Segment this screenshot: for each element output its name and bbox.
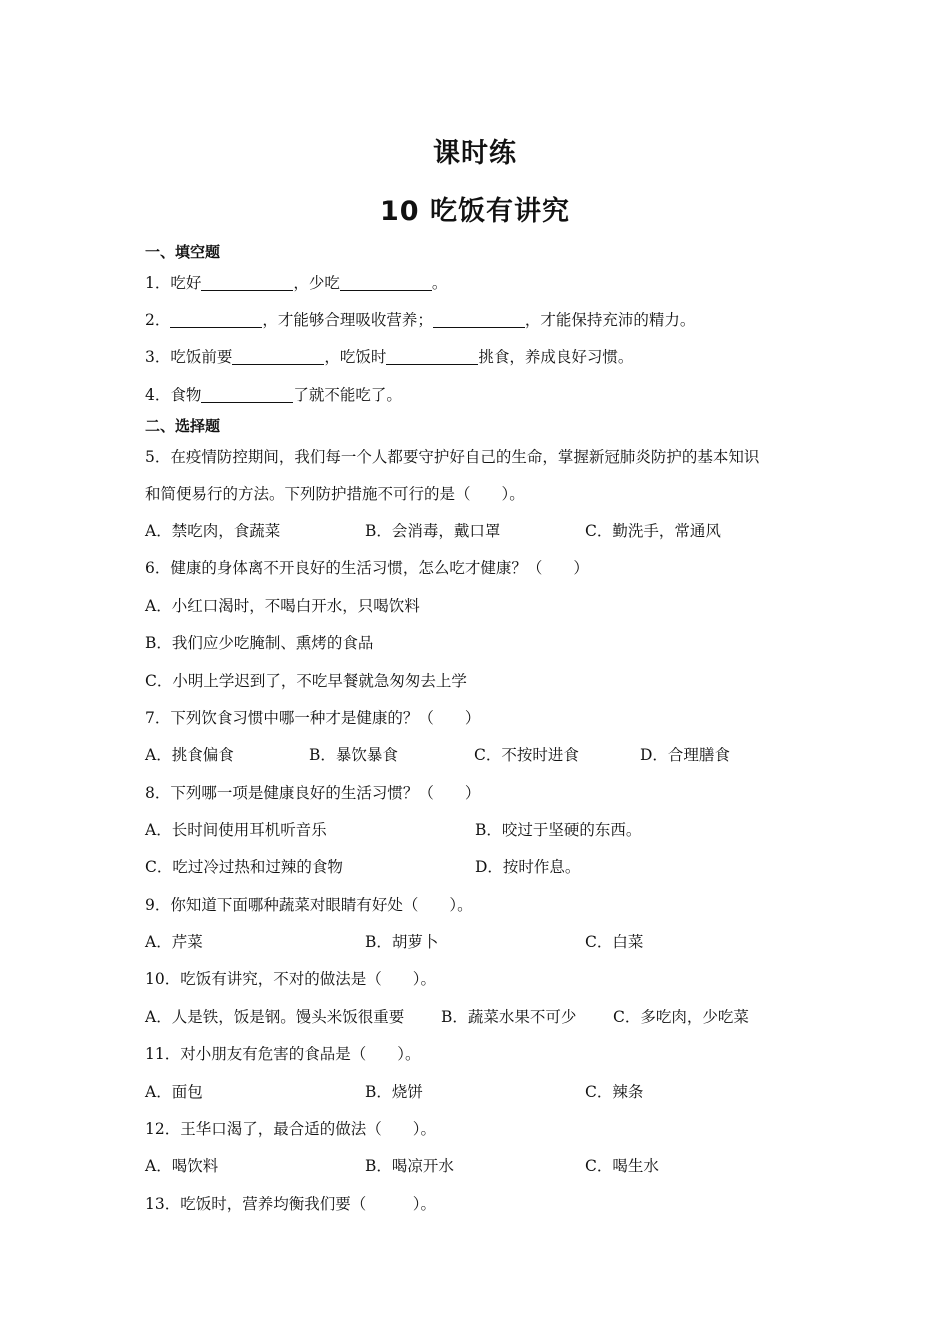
answer-blank[interactable] [340, 274, 432, 291]
answer-blank[interactable] [433, 311, 525, 328]
question-10-option-a[interactable]: A．人是铁，饭是钢。馒头米饭很重要 [145, 1008, 405, 1026]
question-5-option-b[interactable]: B．会消毒，戴口罩 [365, 522, 501, 540]
question-11-option-a[interactable]: A．面包 [145, 1083, 203, 1101]
section-heading-fill-blank: 一、填空题 [145, 243, 221, 261]
question-5-option-c[interactable]: C．勤洗手，常通风 [585, 522, 721, 540]
question-9-option-a[interactable]: A．芹菜 [145, 933, 203, 951]
question-text: 。 [431, 274, 448, 292]
question-12-option-a[interactable]: A．喝饮料 [145, 1157, 219, 1175]
question-4 [145, 385, 402, 405]
question-text: ，才能保持充沛的精力。 [524, 311, 696, 329]
question-text: 了就不能吃了。 [293, 386, 402, 404]
question-9-option-c[interactable]: C．白菜 [585, 933, 644, 951]
answer-blank[interactable] [201, 274, 293, 291]
question-11-stem: 11．对小朋友有危害的食品是（ ）。 [145, 1045, 421, 1063]
answer-blank[interactable] [386, 348, 478, 365]
question-text: 1．吃好 [145, 274, 202, 292]
question-text: 4．食物 [145, 386, 202, 404]
question-7-stem: 7．下列饮食习惯中哪一种才是健康的？（ ） [145, 709, 481, 727]
question-text: ，少吃 [293, 274, 340, 292]
answer-blank[interactable] [170, 311, 262, 328]
question-12-option-c[interactable]: C．喝生水 [585, 1157, 659, 1175]
question-5-stem-line-1: 5．在疫情防控期间，我们每一个人都要守护好自己的生命，掌握新冠肺炎防护的基本知识 [145, 448, 760, 466]
question-2 [145, 310, 695, 330]
lesson-title: 10 吃饭有讲究 [380, 196, 570, 227]
question-text: 3．吃饭前要 [145, 348, 233, 366]
question-9-stem: 9．你知道下面哪种蔬菜对眼睛有好处（ ）。 [145, 896, 473, 914]
question-10-option-b[interactable]: B．蔬菜水果不可少 [441, 1008, 577, 1026]
question-text: 2． [145, 311, 171, 329]
question-7-option-c[interactable]: C．不按时进食 [474, 746, 579, 764]
answer-blank[interactable] [232, 348, 324, 365]
question-10-option-c[interactable]: C．多吃肉，少吃菜 [613, 1008, 749, 1026]
question-7-option-d[interactable]: D．合理膳食 [640, 746, 730, 764]
question-8-option-a[interactable]: A．长时间使用耳机听音乐 [145, 821, 327, 839]
question-8-option-d[interactable]: D．按时作息。 [475, 858, 581, 876]
question-6-option-b[interactable]: B．我们应少吃腌制、熏烤的食品 [145, 634, 374, 652]
question-8-option-b[interactable]: B．咬过于坚硬的东西。 [475, 821, 642, 839]
answer-blank[interactable] [201, 386, 293, 403]
question-1 [145, 273, 447, 293]
question-text: 挑食，养成良好习惯。 [478, 348, 634, 366]
question-8-stem: 8．下列哪一项是健康良好的生活习惯？（ ） [145, 784, 481, 802]
question-6-stem: 6．健康的身体离不开良好的生活习惯，怎么吃才健康？（ ） [145, 559, 589, 577]
question-6-option-c[interactable]: C．小明上学迟到了，不吃早餐就急匆匆去上学 [145, 672, 467, 690]
question-12-stem: 12．王华口渴了，最合适的做法（ ）。 [145, 1120, 436, 1138]
question-10-stem: 10．吃饭有讲究，不对的做法是（ ）。 [145, 970, 436, 988]
question-3 [145, 347, 633, 367]
question-11-option-c[interactable]: C．辣条 [585, 1083, 644, 1101]
question-text: ，才能够合理吸收营养； [262, 311, 433, 329]
question-8-option-c[interactable]: C．吃过冷过热和过辣的食物 [145, 858, 343, 876]
question-7-option-a[interactable]: A．挑食偏食 [145, 746, 234, 764]
question-9-option-b[interactable]: B．胡萝卜 [365, 933, 439, 951]
question-5-stem-line-2: 和简便易行的方法。下列防护措施不可行的是（ ）。 [145, 485, 525, 503]
page-title: 课时练 [433, 138, 517, 169]
question-text: ，吃饭时 [324, 348, 387, 366]
question-12-option-b[interactable]: B．喝凉开水 [365, 1157, 454, 1175]
question-5-option-a[interactable]: A．禁吃肉，食蔬菜 [145, 522, 281, 540]
question-6-option-a[interactable]: A．小红口渴时，不喝白开水，只喝饮料 [145, 597, 420, 615]
section-heading-multiple-choice: 二、选择题 [145, 417, 221, 435]
question-7-option-b[interactable]: B．暴饮暴食 [309, 746, 398, 764]
question-11-option-b[interactable]: B．烧饼 [365, 1083, 423, 1101]
question-13-stem: 13．吃饭时，营养均衡我们要（ ）。 [145, 1195, 436, 1213]
